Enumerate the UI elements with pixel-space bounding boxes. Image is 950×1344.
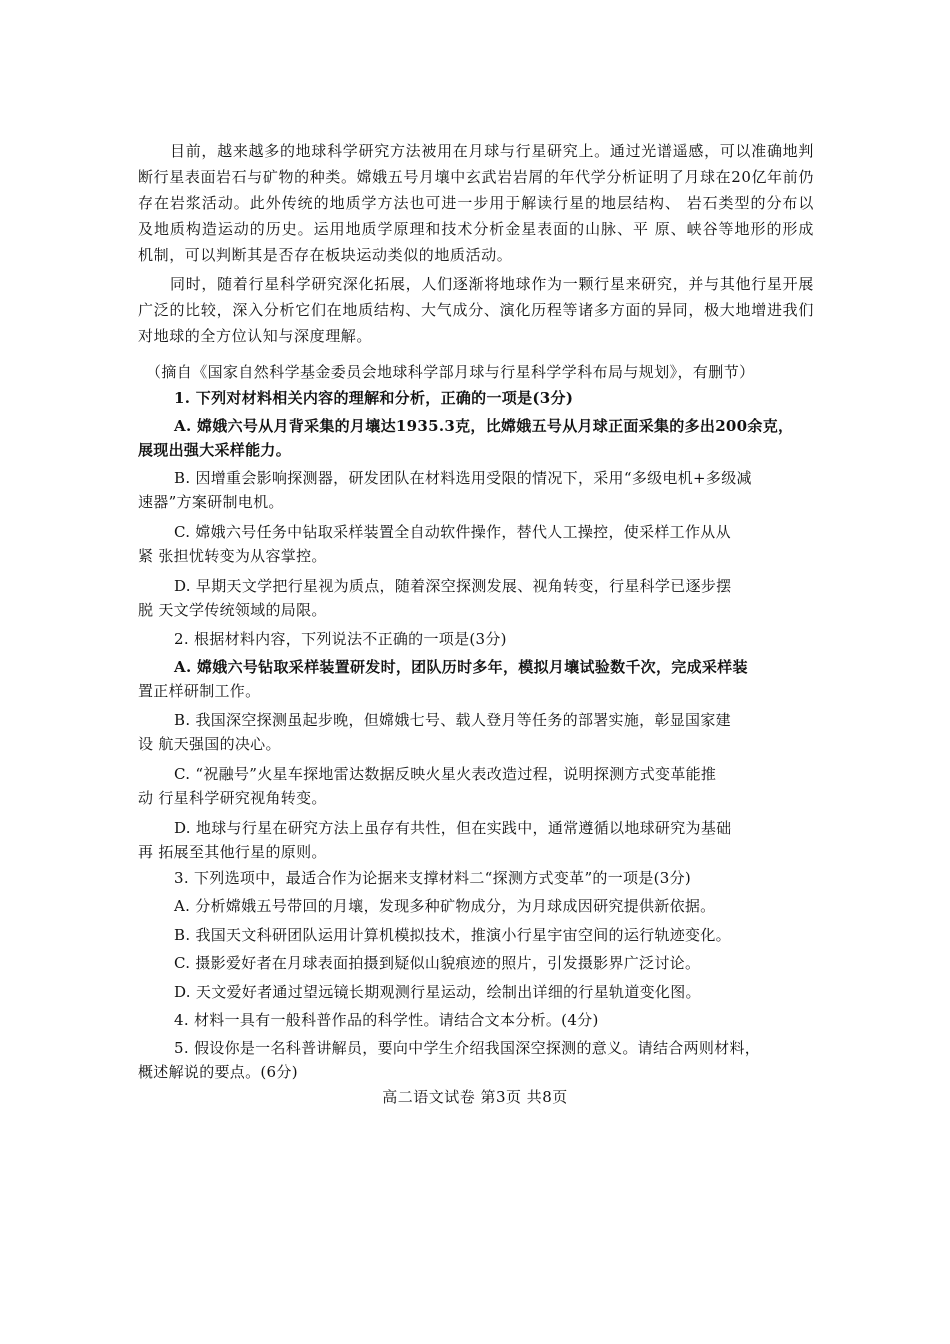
question-2-option-c: C. “祝融号”火星车探地雷达数据反映火星火表改造过程，说明探测方式变革能推 动 行星科学研究视角转变。 <box>138 765 717 807</box>
question-1-option-d: D. 早期天文学把行星视为质点，随着深空探测发展、视角转变，行星科学已逐步摆 脱 天文学传统领域的局限。 <box>138 577 732 619</box>
passage <box>138 138 814 349</box>
question-5-stem: 5. 假设你是一名科普讲解员，要向中学生介绍我国深空探测的意义。请结合两则材料， 概述解说的要点。(6分) <box>138 1039 761 1081</box>
question-2-option-d: D. 地球与行星在研究方法上虽存有共性，但在实践中，通常遵循以地球研究为基础 再 拓展至其他行星的原则。 <box>138 819 732 861</box>
source-citation: （摘自《国家自然科学基金委员会地球科学部月球与行星科学学科布局与规划》，有删节） <box>146 363 755 381</box>
passage-paragraph-1: 目前，越来越多的地球科学研究方法被用在月球与行星研究上。通过光谱遥感，可以准确地判断行星表面岩石与矿物的种类。嫦娥五号月壤中玄武岩岩屑的年代学分析证明了月球在20亿年前仍存在岩浆活动。此外传统的地质学方法也可进一步用于解读行星的地层结构、 岩石类型的分布以及地质构造运动的历史。运用地质学原理和技术分析金星表面的山脉、平 原、峡谷等地形的形成机制，可以判断其是否存在板块运动类似的地质活动。 <box>138 142 814 264</box>
question-4-stem: 4. 材料一具有一般科普作品的科学性。请结合文本分析。(4分) <box>174 1011 599 1029</box>
question-1-option-a: A. 嫦娥六号从月背采集的月壤达1935.3克，比嫦娥五号从月球正面采集的多出200余克， 展现出强大采样能力。 <box>138 417 794 459</box>
question-3-stem: 3. 下列选项中，最适合作为论据来支撑材料二“探测方式变革”的一项是(3分) <box>174 869 692 887</box>
question-3-option-a: A. 分析嫦娥五号带回的月壤，发现多种矿物成分，为月球成因研究提供新依据。 <box>174 897 716 915</box>
question-3-option-b: B. 我国天文科研团队运用计算机模拟技术，推演小行星宇宙空间的运行轨迹变化。 <box>174 926 731 944</box>
question-3-option-d: D. 天文爱好者通过望远镜长期观测行星运动，绘制出详细的行星轨道变化图。 <box>174 983 701 1001</box>
question-1-option-b: B. 因增重会影响探测器，研发团队在材料选用受限的情况下，采用“多级电机+多级减 速器”方案研制电机。 <box>138 469 752 511</box>
question-3-option-c: C. 摄影爱好者在月球表面拍摄到疑似山貌痕迹的照片，引发摄影界广泛讨论。 <box>174 954 701 972</box>
question-2-stem: 2. 根据材料内容，下列说法不正确的一项是(3分) <box>174 630 507 648</box>
question-2-option-b: B. 我国深空探测虽起步晚，但嫦娥七号、载人登月等任务的部署实施，彰显国家建 设 航天强国的决心。 <box>138 711 731 753</box>
question-1-stem: 1. 下列对材料相关内容的理解和分析，正确的一项是(3分) <box>174 389 574 407</box>
page-footer: 高二语文试卷 第3页 共8页 <box>382 1088 568 1106</box>
passage-paragraph-2: 同时，随着行星科学研究深化拓展，人们逐渐将地球作为一颗行星来研究，并与其他行星开展广泛的比较，深入分析它们在地质结构、大气成分、演化历程等诸多方面的异同，极大地增进我们对地球的全方位认知与深度理解。 <box>138 275 814 345</box>
question-2-option-a: A. 嫦娥六号钻取采样装置研发时，团队历时多年，模拟月壤试验数千次，完成采样装 置正样研制工作。 <box>138 658 748 700</box>
question-1-option-c: C. 嫦娥六号任务中钻取采样装置全自动软件操作，替代人工操控，使采样工作从从 紧 张担忧转变为从容掌控。 <box>138 523 731 565</box>
